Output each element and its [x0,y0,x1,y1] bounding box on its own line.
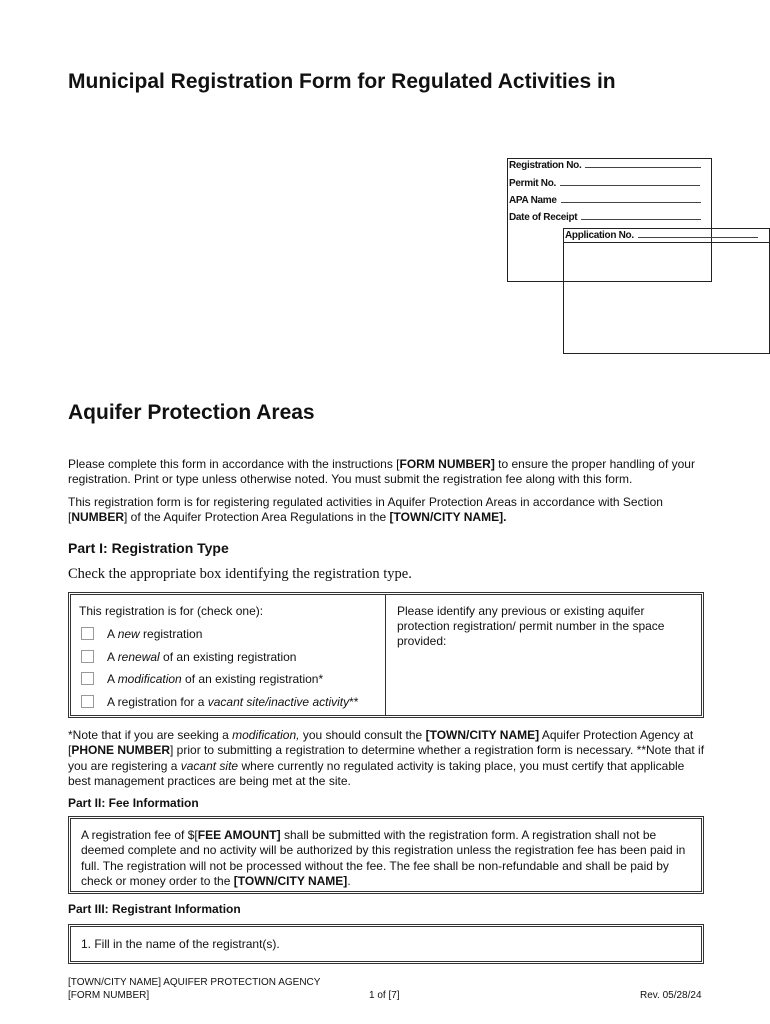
footer-revision: Rev. 05/28/24 [640,990,702,1001]
option-emphasis: modification [117,672,182,686]
option-text: registration [139,627,203,641]
column-divider [385,595,386,715]
application-no-box [563,228,770,354]
note-emphasis: modification, [232,728,300,742]
part2-heading: Part II: Fee Information [68,796,199,810]
registration-no-field[interactable] [509,160,701,171]
previous-permit-field[interactable]: Please identify any previous or existing aquifer protection registration/ permit number in the space provided: [397,604,665,648]
note-text: Aquifer Protection Agency at [ [68,728,694,758]
note-text: ] prior to submitting a registration to determine whether a registration form is necessary. **Note that if you are registering a [68,743,705,773]
part3-heading: Part III: Registrant Information [68,902,241,916]
part1-instruction: Check the appropriate box identifying the registration type. [68,566,412,582]
form-number-placeholder: FORM NUMBER] [399,457,495,471]
registration-type-prompt: This registration is for (check one): [79,604,264,618]
vacant-site-checkbox[interactable] [81,695,94,708]
fee-text: . [347,873,351,888]
footer-page-number: 1 of [7] [369,990,400,1001]
vacant-site-label [107,695,358,709]
town-name-placeholder: [TOWN/CITY NAME] [425,728,540,742]
town-name-placeholder: [TOWN/CITY NAME] [233,873,348,888]
footer-agency: [TOWN/CITY NAME] AQUIFER PROTECTION AGENCY [68,977,321,988]
modification-checkbox[interactable] [81,672,94,685]
permit-no-field[interactable] [509,178,700,189]
town-name-placeholder: [TOWN/CITY NAME]. [389,510,507,525]
registration-no-line [585,160,701,168]
fee-text: shall be submitted with the registration form. A registration shall not be deemed complete and no activity will be authorized by this registration unless the registration fee has been paid in full. The registration will not be processed without the fee. The fee shall be non-refundable and shall be paid by check or money order to the [81,828,686,888]
section-number-placeholder: NUMBER [71,510,125,525]
apa-name-field[interactable] [509,195,701,206]
option-emphasis: new [117,627,140,641]
permit-no-label: Permit No. [509,178,557,189]
date-of-receipt-field[interactable] [509,212,701,223]
note-emphasis: vacant site [180,758,239,773]
apa-name-label: APA Name [509,195,557,206]
registrant-name-field[interactable]: 1. Fill in the name of the registrant(s). [81,937,280,951]
note-text: you should consult the [299,728,426,742]
renewal-checkbox[interactable] [81,650,94,663]
fee-information-box [68,816,704,894]
option-text: of an existing registration [159,650,297,664]
application-no-line [638,230,758,238]
intro-p1-text-c: to ensure the proper handling of your registration. Print or type unless otherwise noted. You must submit the registration fee along with this form. [68,457,695,487]
application-no-field[interactable] [565,230,758,241]
application-no-label: Application No. [565,230,634,241]
date-of-receipt-label: Date of Receipt [509,212,578,223]
registration-no-label: Registration No. [509,160,582,171]
document-title: Municipal Registration Form for Regulated Activities in [68,70,616,93]
permit-no-line [560,178,700,186]
option-text: ** [349,695,359,709]
registrant-information-box [68,924,704,964]
option-text: A registration for a [107,695,208,709]
renewal-label [107,650,296,664]
registration-note [68,728,708,789]
note-text: where currently no regulated activity is taking place, you must certify that applicable best management practices are being met at the site. [68,758,685,788]
phone-number-placeholder: PHONE NUMBER [71,743,171,758]
note-text: *Note that if you are seeking a [68,728,233,742]
new-registration-checkbox[interactable] [81,627,94,640]
document-subtitle: Aquifer Protection Areas [68,401,315,424]
new-registration-label [107,627,202,641]
footer-form-number: [FORM NUMBER] [68,990,150,1001]
option-text: A [107,650,118,664]
option-text: of an existing registration* [181,672,324,686]
fee-information-text [81,828,693,889]
modification-label [107,672,323,686]
option-text: A [107,627,118,641]
intro-paragraph-2 [68,495,708,526]
intro-paragraph-1 [68,457,708,488]
registration-type-table [68,592,704,718]
application-no-rule [564,242,769,243]
option-text: A [107,672,118,686]
option-emphasis: renewal [117,650,160,664]
date-of-receipt-line [581,212,701,220]
fee-amount-placeholder: FEE AMOUNT] [197,828,281,842]
intro-p1-text-a: Please complete this form in accordance with the instructions [ [68,457,400,471]
intro-p2-text-c: ] of the Aquifer Protection Area Regulations in the [124,510,390,525]
apa-name-line [561,195,701,203]
part1-heading: Part I: Registration Type [68,540,229,556]
intro-p2-text-a: This registration form is for registering regulated activities in Aquifer Protection Areas in accordance with Section [ [68,495,663,525]
option-emphasis: vacant site/inactive activity [207,695,350,709]
fee-text: A registration fee of $[ [81,828,198,842]
